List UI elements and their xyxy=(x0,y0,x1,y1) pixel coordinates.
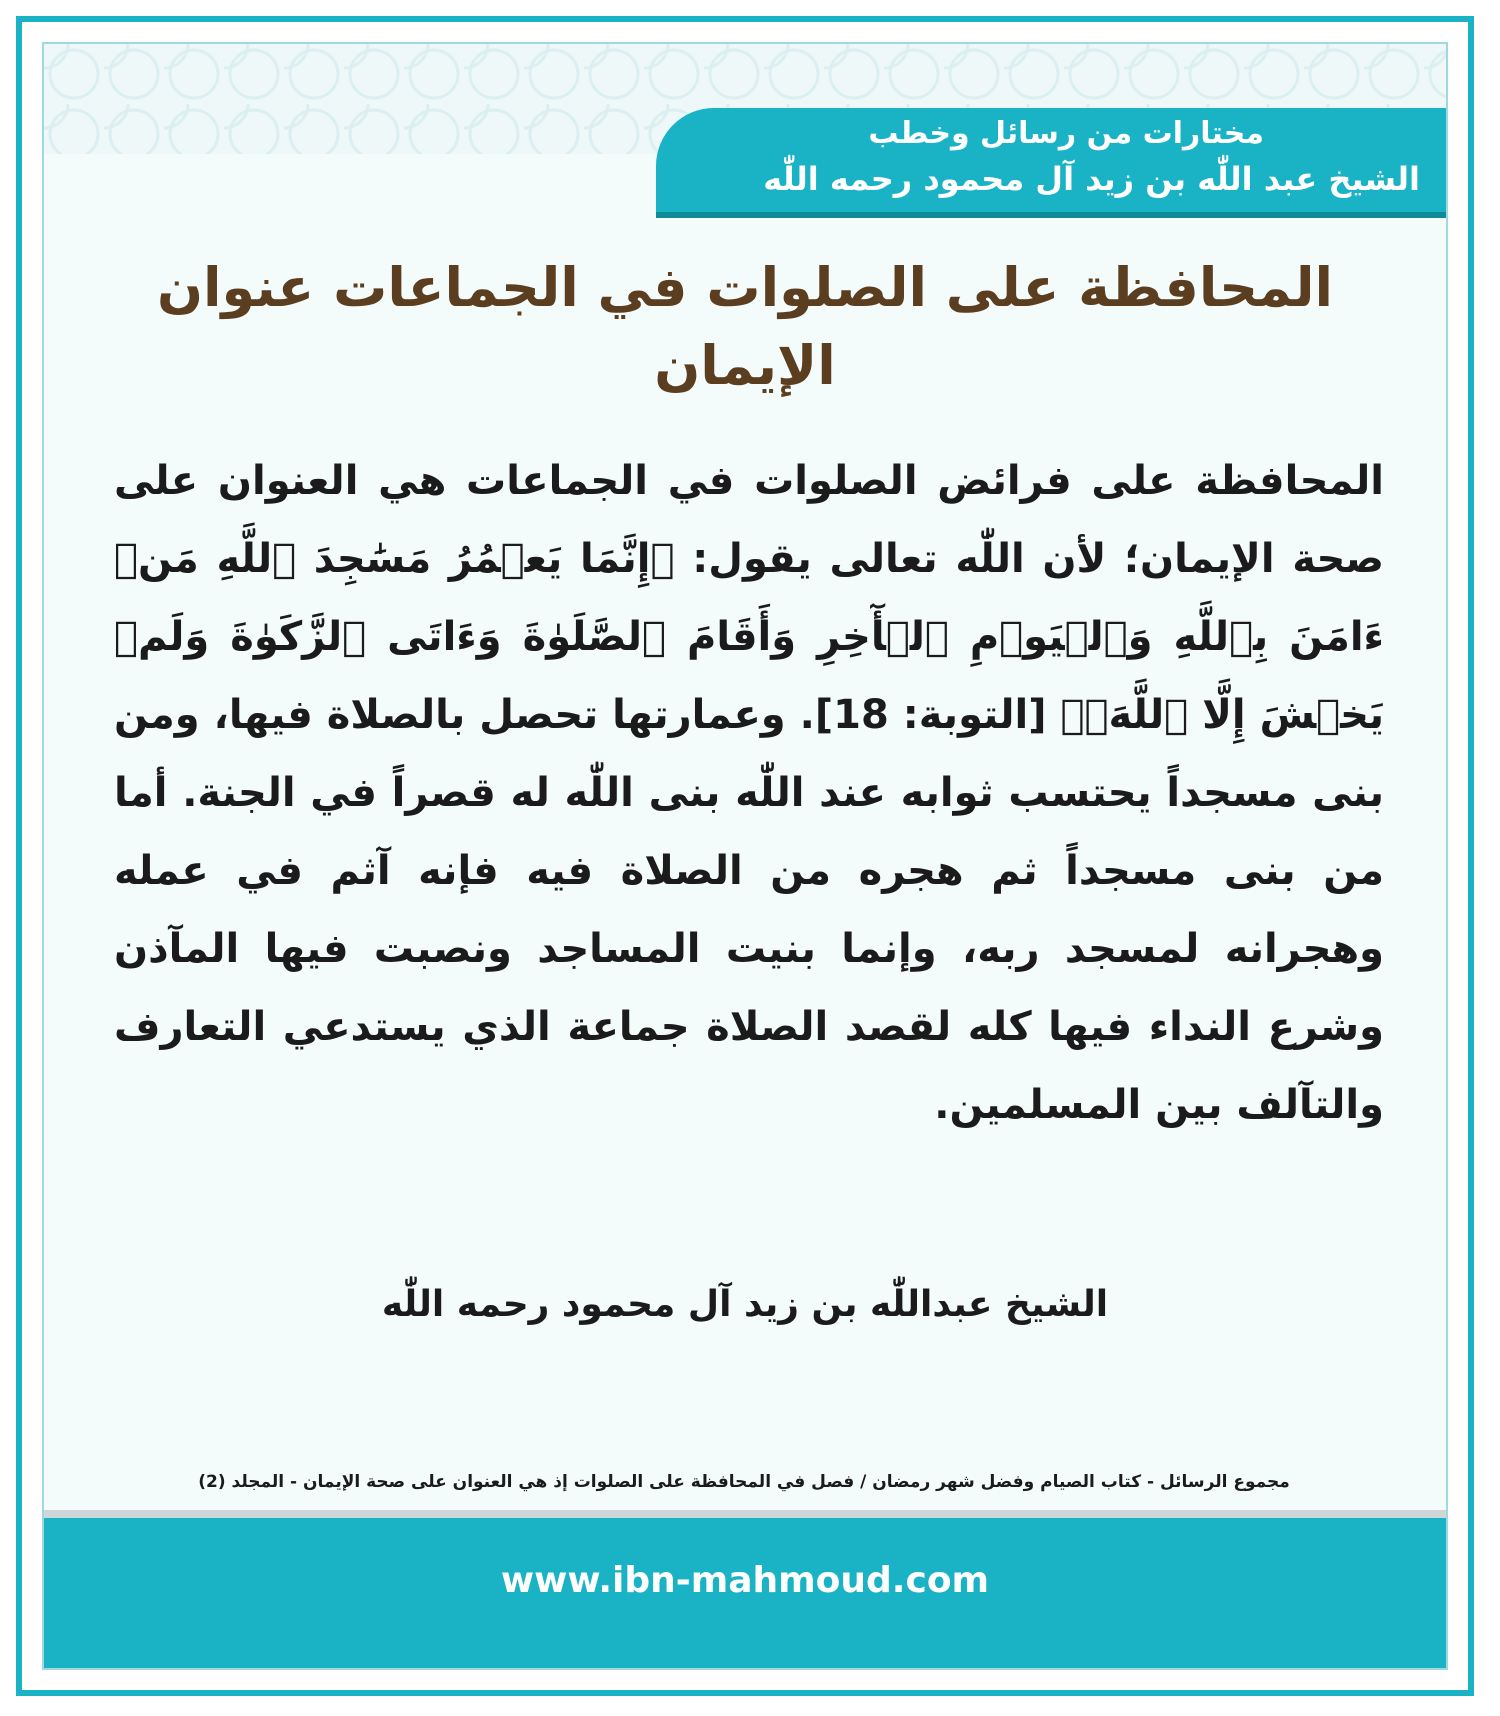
website-link[interactable]: www.ibn-mahmoud.com xyxy=(500,1560,990,1601)
footer-band xyxy=(44,1510,1446,1668)
author-signature: الشيخ عبداللّٰه بن زيد آل محمود رحمه اللّٰه xyxy=(381,1284,1109,1325)
source-citation: مجموع الرسائل - كتاب الصيام وفضل شهر رمضان / فصل في المحافظة على الصلوات إذ هي العنوان على صحة الإيمان - المجلد (2) xyxy=(198,1472,1290,1492)
author-heading: الشيخ عبد اللّٰه بن زيد آل محمود رحمه اللّٰه xyxy=(763,160,1420,198)
series-title: مختارات من رسائل وخطب xyxy=(868,116,1264,151)
page-frame xyxy=(42,42,1448,1670)
article-title: المحافظة على الصلوات في الجماعات عنوان الإيمان xyxy=(156,256,1334,397)
article-body: المحافظة على فرائض الصلوات في الجماعات هي العنوان على صحة الإيمان؛ لأن اللّٰه تعالى يقول: ﴿إِنَّمَا يَعۡمُرُ مَسَٰجِدَ ٱللَّهِ مَنۡ ءَامَنَ بِٱللَّهِ وَٱلۡيَوۡمِ ٱلۡأٓخِرِ وَأَقَامَ ٱلصَّلَوٰةَ وَءَاتَى ٱلزَّكَوٰةَ وَلَمۡ يَخۡشَ إِلَّا ٱللَّهَۖ﴾ [التوبة: 18]. وعمارتها تحصل بالصلاة فيها، ومن بنى مسجداً يحتسب ثوابه عند اللّٰه بنى اللّٰه له قصراً في الجنة. أما من بنى مسجداً ثم هجره من الصلاة فيه فإنه آثم في عمله وهجرانه لمسجد ربه، وإنما بنيت المساجد ونصبت فيها المآذن وشرع النداء فيها كله لقصد الصلاة جماعة الذي يستدعي التعارف والتآلف بين المسلمين. xyxy=(114,458,1384,1128)
header-banner xyxy=(656,108,1446,212)
